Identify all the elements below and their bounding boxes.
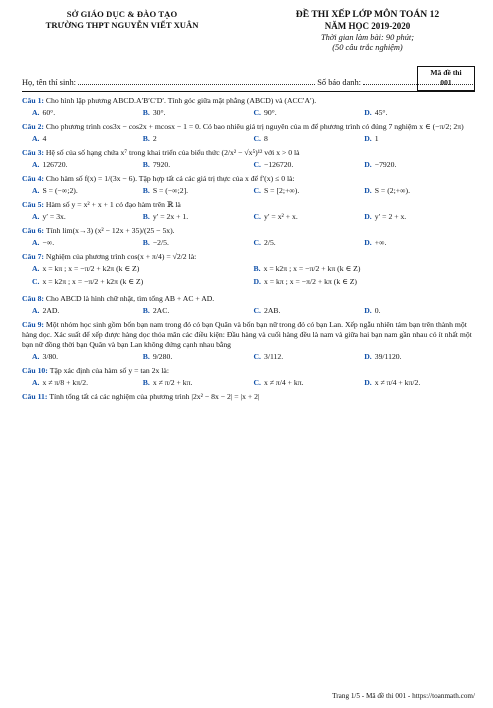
question-5 [22,200,475,210]
answer-letter: C. [253,378,261,387]
answer-letter: C. [253,134,261,143]
answer-option[interactable] [364,306,475,316]
answer-letter: A. [32,352,40,361]
answer-text: 2/5. [263,238,276,247]
answer-text: −2/5. [152,238,169,247]
answer-letter: B. [142,186,150,195]
question-count: (50 câu trắc nghiệm) [332,43,403,52]
answer-letter: C. [253,160,261,169]
answer-letter: B. [142,378,150,387]
answer-text: y′ = 2 + x. [374,212,407,221]
answer-option[interactable] [32,238,143,248]
question-2 [22,122,475,132]
answer-text: −7920. [374,160,397,169]
answer-letter: B. [142,134,150,143]
answer-letter: A. [32,238,40,247]
answer-text: S = [2;+∞). [263,186,300,195]
answer-option[interactable] [143,212,254,222]
answer-options [22,186,475,196]
answer-text: S = (−∞;2). [42,186,78,195]
answer-options [22,108,475,118]
answer-option[interactable] [254,352,365,362]
answer-letter: B. [142,238,150,247]
answer-text: 7920. [152,160,171,169]
answer-text: 2AD. [42,306,60,315]
student-id-label: Số báo danh: [317,78,361,87]
question-11 [22,392,475,402]
question-number: Câu 1: [22,96,46,105]
answer-letter: D. [364,160,372,169]
answer-letter: A. [32,160,40,169]
answer-text: 90°. [263,108,277,117]
answer-letter: C. [253,238,261,247]
exam-code-label: Mã đề thi [430,68,462,77]
answer-option[interactable] [143,160,254,170]
answer-letter: A. [32,108,40,117]
answer-text: y′ = 2x + 1. [152,212,189,221]
student-name-field[interactable] [78,78,315,85]
question-7 [22,252,475,262]
question-text: Tính lim(x→3) (x² − 12x + 35)/(25 − 5x). [45,226,175,235]
answer-letter: A. [32,212,40,221]
answer-option[interactable] [254,160,365,170]
question-number: Câu 7: [22,252,46,261]
answer-text: x ≠ π/4 + kπ. [263,378,304,387]
answer-option[interactable] [364,238,475,248]
answer-text: 30°. [152,108,166,117]
answer-letter: D. [364,212,372,221]
answer-text: 3/80. [42,352,59,361]
question-number: Câu 3: [22,148,46,157]
answer-letter: C. [253,306,261,315]
answer-text: 126720. [42,160,68,169]
answer-text: −∞. [42,238,55,247]
answer-letter: C. [253,352,261,361]
answer-option[interactable] [254,306,365,316]
answer-letter: C. [32,277,40,286]
answer-options [22,352,475,362]
question-4 [22,174,475,184]
answer-text: y′ = 3x. [42,212,66,221]
answer-text: x ≠ π/4 + kπ/2. [374,378,421,387]
answer-option[interactable] [364,352,475,362]
answer-text: 39/1120. [374,352,402,361]
answer-option[interactable] [254,277,476,287]
exam-header [22,0,475,52]
department-name: SỞ GIÁO DỤC & ĐÀO TẠO [66,9,178,19]
answer-option[interactable] [364,160,475,170]
answer-option[interactable] [32,186,143,196]
answer-letter: D. [364,238,372,247]
question-number: Câu 6: [22,226,46,235]
answer-option[interactable] [32,108,143,118]
answer-text: y′ = x² + x. [263,212,298,221]
question-text: Cho hàm số f(x) = 1/(3x − 6). Tập hợp tất cả các giá trị thực của x để f′(x) ≤ 0 là: [45,174,295,183]
question-number: Câu 9: [22,320,46,329]
answer-option[interactable] [32,264,254,274]
student-name-label: Họ, tên thí sinh: [22,78,76,87]
answer-option[interactable] [254,186,365,196]
question-text: Cho ABCD là hình chữ nhật, tìm tổng AB + AC + AD. [45,294,215,303]
answer-option[interactable] [254,264,476,274]
answer-option[interactable] [143,108,254,118]
question-text: Cho hình lập phương ABCD.A′B′C′D′. Tính góc giữa mặt phẳng (ABCD) và (ACC′A′). [45,96,317,105]
answer-text: 2AC. [152,306,170,315]
answer-letter: D. [364,134,372,143]
header-divider [22,91,475,92]
answer-option[interactable] [32,378,143,388]
question-number: Câu 5: [22,200,46,209]
answer-letter: B. [253,264,261,273]
answer-option[interactable] [143,134,254,144]
answer-option[interactable] [364,108,475,118]
answer-option[interactable] [364,186,475,196]
answer-text: 3/112. [263,352,284,361]
question-text: Cho phương trình cos3x − cos2x + mcosx − 1 = 0. Có bao nhiêu giá trị nguyên của m để phương trình có đúng 7 nghiệm x ∈ (−π/2; 2π) [45,122,464,131]
page-footer: Trang 1/5 - Mã đề thi 001 - https://toanmath.com/ [332,692,475,700]
answer-option[interactable] [254,378,365,388]
answer-option[interactable] [32,277,254,287]
answer-options [22,160,475,170]
answer-text: 9/280. [152,352,173,361]
header-right [260,9,475,52]
answer-text: 0. [374,306,381,315]
question-8 [22,294,475,304]
answer-text: x ≠ π/2 + kπ. [152,378,193,387]
question-text: Một nhóm học sinh gồm bốn bạn nam trong đó có bạn Quân và bốn bạn nữ trong đó có bạn Lan. Xếp ngẫu nhiên tám bạn trên thành một hàng dọc. Xác suất để xếp được hàng dọc thỏa mãn các điều kiện: Đầu hàng và cuối hàng đều là nam và giữa hai bạn nam gần nhau có ít nhất một bạn nữ đồng thời bạn Quân và bạn Lan không đứng cạnh nhau bằng [22,320,472,349]
question-list [22,96,475,402]
answer-letter: A. [32,378,40,387]
answer-text: x = k2π ; x = −π/2 + k2π (k ∈ Z) [42,277,144,286]
student-info-line [22,78,475,87]
answer-option[interactable] [143,378,254,388]
exam-title: ĐỀ THI XẾP LỚP MÔN TOÁN 12 [295,9,440,20]
answer-letter: D. [364,186,372,195]
question-text: Hàm số y = x² + x + 1 có đạo hàm trên ℝ là [45,200,181,209]
question-number: Câu 8: [22,294,46,303]
answer-letter: D. [364,352,372,361]
answer-letter: D. [364,108,372,117]
question-text: Tính tổng tất cả các nghiệm của phương trình |2x² − 8x − 2| = |x + 2| [49,392,260,401]
answer-text: 4 [42,134,47,143]
question-10 [22,366,475,376]
answer-option[interactable] [143,186,254,196]
answer-letter: B. [142,108,150,117]
answer-text: x ≠ π/8 + kπ/2. [42,378,89,387]
answer-option[interactable] [32,134,143,144]
question-number: Câu 4: [22,174,46,183]
answer-text: 60°. [42,108,56,117]
answer-text: 45°. [374,108,388,117]
answer-text: 2 [152,134,157,143]
question-text: Nghiệm của phương trình cos(x + π/4) = √2/2 là: [45,252,197,261]
answer-option[interactable] [254,238,365,248]
exam-duration: Thời gian làm bài: 90 phút; [320,33,415,42]
answer-text: 1 [374,134,379,143]
answer-letter: A. [32,264,40,273]
answer-letter: A. [32,186,40,195]
exam-code-box [417,66,475,91]
answer-letter: B. [142,212,150,221]
answer-options [22,134,475,144]
answer-letter: A. [32,134,40,143]
answer-option[interactable] [364,212,475,222]
question-number: Câu 2: [22,122,46,131]
answer-letter: C. [253,108,261,117]
answer-text: x = k2π ; x = −π/2 + kπ (k ∈ Z) [263,264,361,273]
answer-options [22,306,475,316]
answer-option[interactable] [254,212,365,222]
school-year: NĂM HỌC 2019-2020 [324,21,411,31]
answer-option[interactable] [32,352,143,362]
question-3 [22,148,475,158]
answer-option[interactable] [32,160,143,170]
answer-option[interactable] [32,306,143,316]
answer-text: x = kπ ; x = −π/2 + kπ (k ∈ Z) [263,277,357,286]
answer-option[interactable] [143,238,254,248]
question-number: Câu 11: [22,392,50,401]
answer-letter: B. [142,352,150,361]
question-number: Câu 10: [22,366,50,375]
school-name: TRƯỜNG THPT NGUYỄN VIẾT XUÂN [45,20,199,30]
answer-option[interactable] [364,134,475,144]
header-left [22,9,222,52]
exam-code-value: 001 [440,78,452,87]
answer-text: −126720. [263,160,294,169]
answer-text: S = (−∞;2]. [152,186,189,195]
question-9 [22,320,475,350]
answer-option[interactable] [32,212,143,222]
answer-letter: D. [364,306,372,315]
answer-option[interactable] [254,134,365,144]
answer-text: x = kπ ; x = −π/2 + k2π (k ∈ Z) [42,264,140,273]
question-6 [22,226,475,236]
answer-letter: C. [253,186,261,195]
answer-options [22,212,475,222]
answer-option[interactable] [254,108,365,118]
answer-options [22,378,475,388]
answer-letter: D. [253,277,261,286]
answer-option[interactable] [364,378,475,388]
answer-options [22,238,475,248]
answer-text: 8 [263,134,268,143]
answer-letter: C. [253,212,261,221]
answer-text: +∞. [374,238,387,247]
answer-option[interactable] [143,306,254,316]
answer-text: S = (2;+∞). [374,186,411,195]
question-1 [22,96,475,106]
answer-letter: D. [364,378,372,387]
answer-options [22,264,475,290]
answer-letter: B. [142,160,150,169]
question-text: Hệ số của số hạng chứa x⁷ trong khai triển của biểu thức (2/x² − √x⁵)¹² với x > 0 là [45,148,300,157]
answer-text: 2AB. [263,306,281,315]
answer-option[interactable] [143,352,254,362]
question-text: Tập xác định của hàm số y = tan 2x là: [49,366,169,375]
answer-letter: A. [32,306,40,315]
answer-letter: B. [142,306,150,315]
